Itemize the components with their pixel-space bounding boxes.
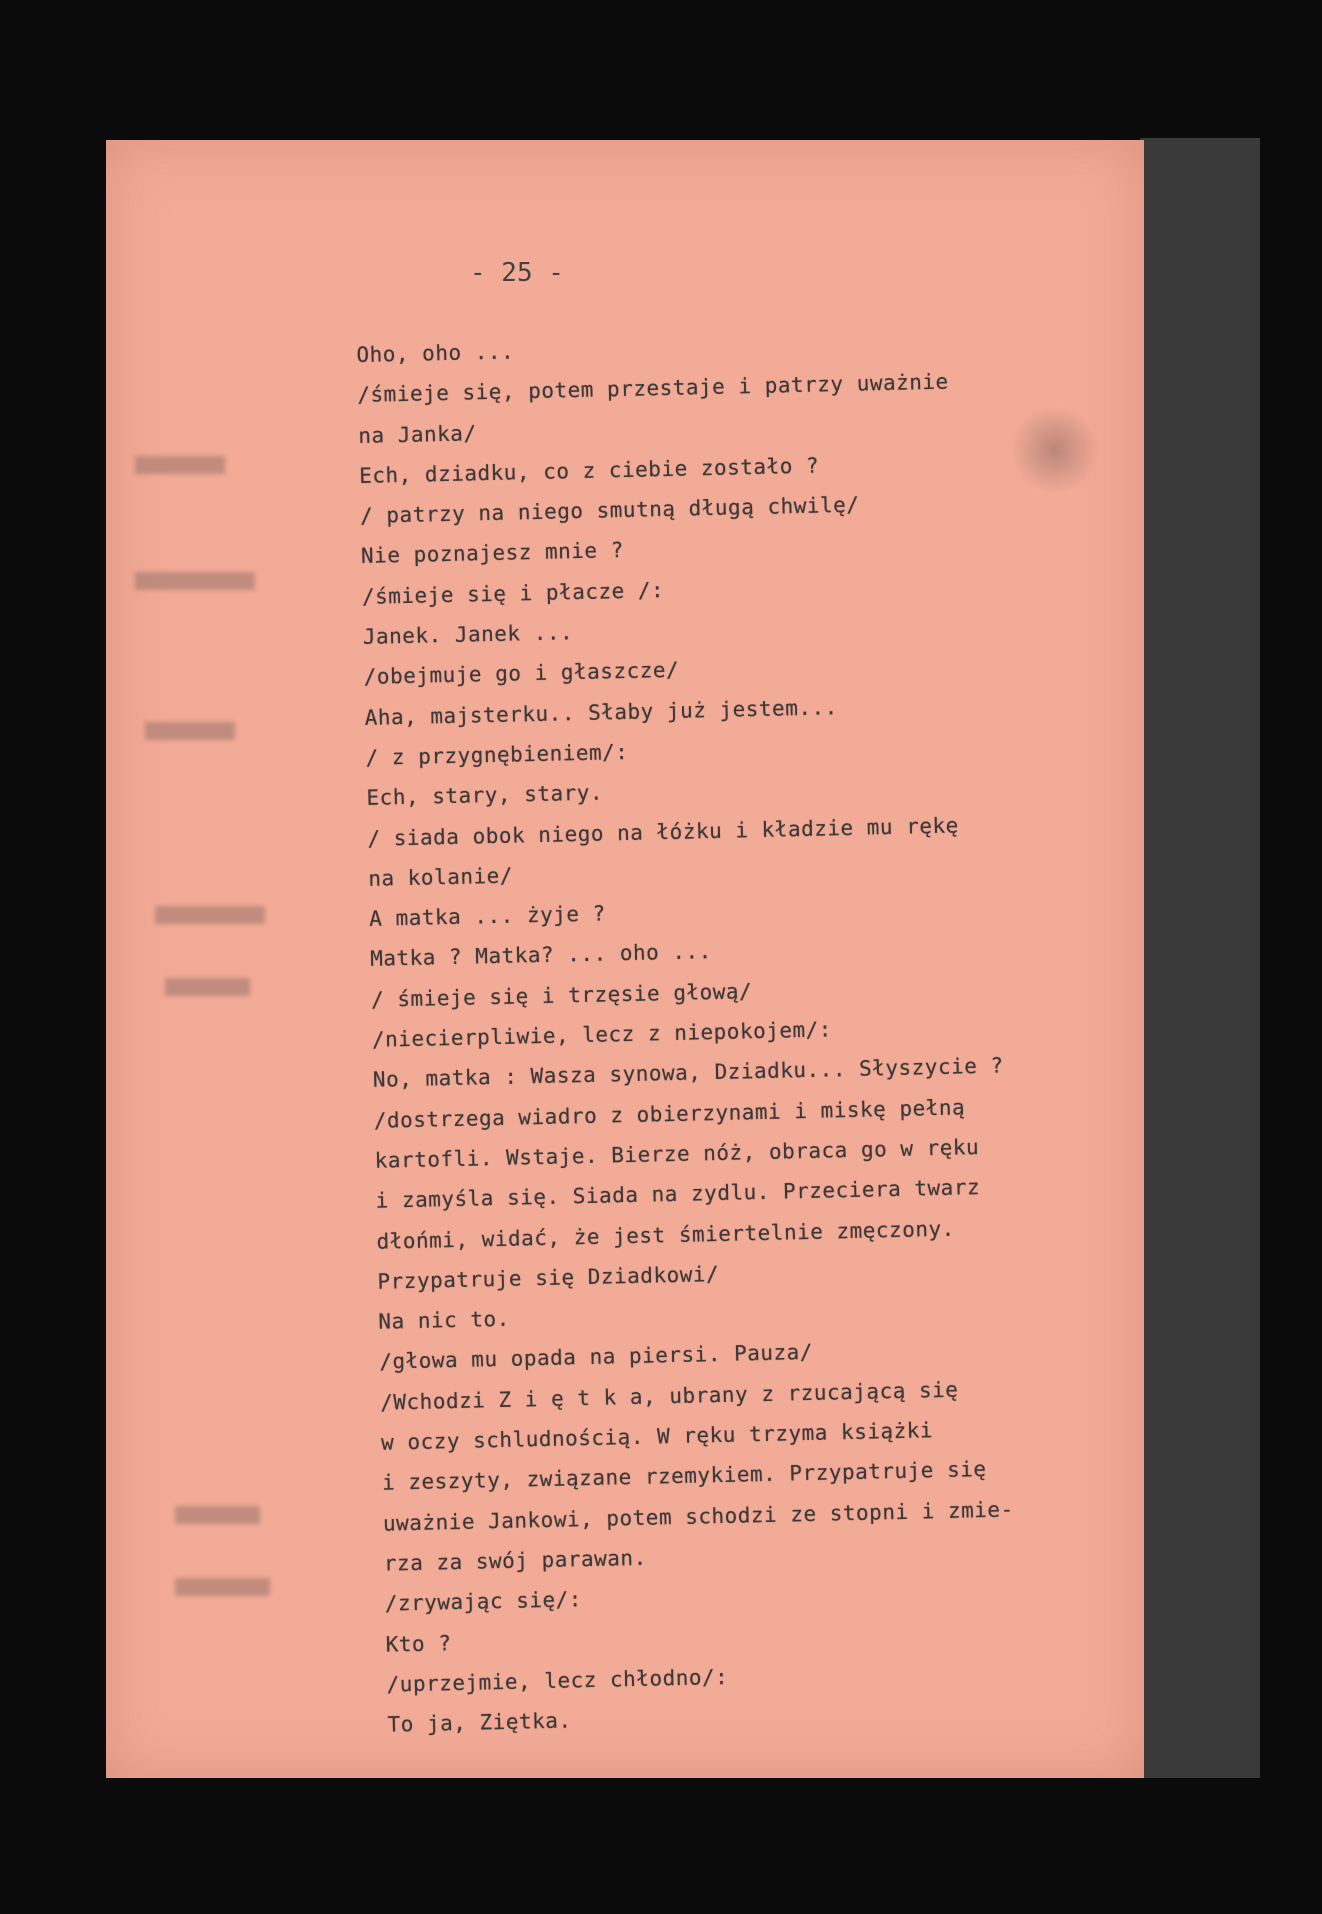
text-line: Na nic to. [378,1306,511,1334]
typewritten-text [356,317,1168,1745]
text-line: Nie poznajesz mnie ? [360,538,625,569]
text-line: Oho, oho ... [356,339,515,367]
text-line: Ech, stary, stary. [366,780,604,811]
text-line: /dostrzega wiadro z obierzynami i miskę pełną [373,1095,966,1133]
text-line: /Wchodzi Z i ę t k a, ubrany z rzucającą się [379,1377,959,1415]
text-line: /śmieje się i płacze /: [361,577,665,609]
text-line: i zeszyty, związane rzemykiem. Przypatruje się [381,1457,987,1496]
text-line: na kolanie/ [368,863,514,891]
text-line: kartofli. Wstaje. Bierze nóż, obraca go w ręku [374,1135,980,1173]
bleed-through-mark [135,456,225,474]
bleed-through-mark [155,906,265,924]
text-line: i zamyśla się. Siada na zydlu. Przeciera twarz [375,1175,981,1214]
text-line: / patrzy na niego smutną długą chwilę/ [359,492,860,529]
text-line: A matka ... żyje ? [368,901,607,932]
text-line: na Janka/ [358,420,477,448]
text-line: Kto ? [385,1630,452,1657]
text-line: / śmieje się i trzęsie głową/ [370,978,753,1012]
text-line: uważnie Jankowi, potem schodzi ze stopni i zmie- [382,1496,1014,1536]
text-line: /uprzejmie, lecz chłodno/: [386,1664,729,1697]
text-line: / z przygnębieniem/: [365,739,629,770]
text-line: rza za swój parawan. [383,1545,647,1576]
bleed-through-mark [135,572,255,590]
text-line: / siada obok niego na łóżku i kładzie mu rękę [367,813,959,851]
text-line: w oczy schludnością. W ręku trzyma książki [380,1418,934,1455]
bleed-through-mark [145,722,235,740]
text-line: No, matka : Wasza synowa, Dziadku... Słyszycie ? [372,1053,1004,1093]
text-line: /głowa mu opada na piersi. Pauza/ [379,1340,814,1375]
text-line: Aha, majsterku.. Słaby już jestem... [364,694,838,730]
text-line: Przypatruje się Dziadkowi/ [377,1261,720,1294]
bleed-through-mark [175,1506,260,1524]
text-line: dłońmi, widać, że jest śmiertelnie zmęczony. [376,1216,955,1254]
text-line: /niecierpliwie, lecz z niepokojem/: [371,1017,833,1052]
text-line: Janek. Janek ... [362,620,574,649]
text-line: To ja, Ziętka. [387,1708,572,1737]
bleed-through-mark [165,978,250,996]
text-line: /zrywając się/: [384,1587,583,1616]
text-line: /śmieje się, potem przestaje i patrzy uważnie [357,369,949,408]
page-number: - 25 - [470,258,564,288]
text-line: Ech, dziadku, co z ciebie zostało ? [358,453,820,488]
bleed-through-mark [175,1578,270,1596]
text-line: Matka ? Matka? ... oho ... [369,939,713,972]
text-line: /obejmuje go i głaszcze/ [363,658,680,690]
